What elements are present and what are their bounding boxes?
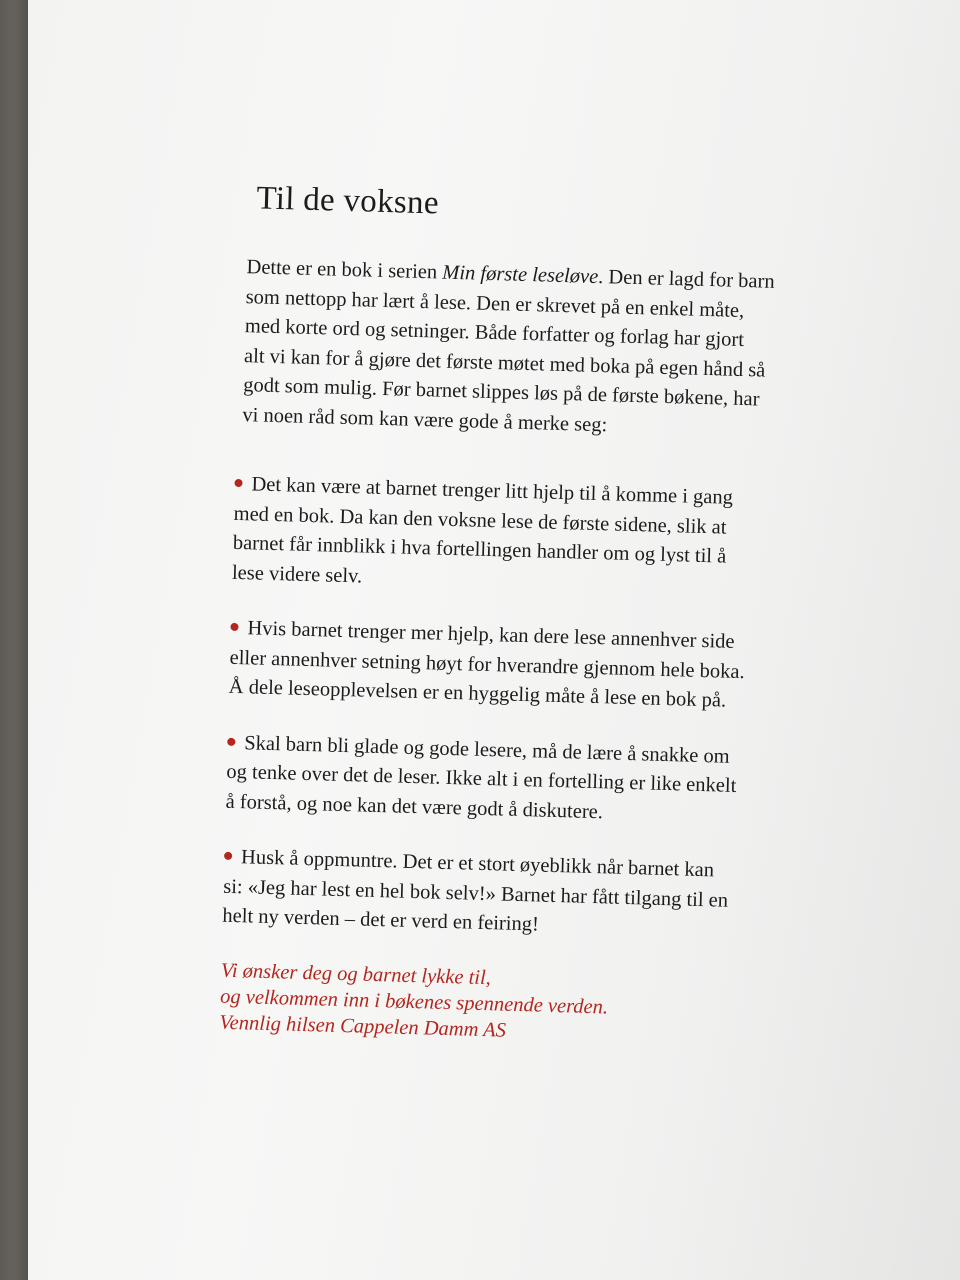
intro-paragraph xyxy=(242,253,841,447)
advice-list xyxy=(222,470,835,948)
advice-text: Hvis barnet trenger mer hjelp, kan dere lese annenhver side eller annenhver setning høyt for hverandre gjennom hele boka. Å dele leseopplevelsen er en hyggelig måte å lese en bok på. xyxy=(228,617,745,712)
advice-text: Husk å oppmuntre. Det er et stort øyeblikk når barnet kan si: «Jeg har lest en hel bok selv!» Barnet har fått tilgang til en helt ny verden – det er verd en feiring! xyxy=(222,846,729,936)
advice-item xyxy=(228,614,830,719)
book-page xyxy=(28,0,960,1280)
signature-line: Vennlig hilsen Cappelen Damm AS xyxy=(219,1011,507,1042)
advice-text: Det kan være at barnet trenger litt hjelp til å komme i gang med en bok. Da kan den voksne lese de første sidene, slik at barnet får innblikk i hva fortellingen handler om og lyst til å lese videre selv. xyxy=(231,473,734,587)
bullet-icon xyxy=(230,623,238,631)
page-content xyxy=(219,180,843,1052)
advice-item xyxy=(232,470,835,605)
bullet-icon xyxy=(224,852,232,860)
page-title: Til de voksne xyxy=(255,180,440,222)
advice-item xyxy=(225,728,827,833)
closing-line: og velkommen inn i bøkenes spennende verden. xyxy=(219,985,609,1019)
closing-greeting xyxy=(219,957,821,1052)
intro-prefix: Dette er en bok i serien xyxy=(246,256,443,284)
bullet-icon xyxy=(227,737,235,745)
advice-text: Skal barn bli glade og gode lesere, må de lære å snakke om og tenke over det de leser. Ikke alt i en fortelling er like enkelt å forstå, og noe kan det være godt å diskutere. xyxy=(225,731,737,823)
bullet-icon xyxy=(234,479,242,487)
closing-line: Vi ønsker deg og barnet lykke til, xyxy=(220,959,492,989)
intro-suffix: . Den er lagd for barn som nettopp har lært å lese. Den er skrevet på en enkel måte, med korte ord og setninger. Både forfatter og forlag har gjort alt vi kan for å gjøre det første møtet med boka på egen hånd så godt som mulig. Før barnet slippes løs på de første bøkene, har vi noen råd som kan være gode å merke seg: xyxy=(242,265,775,436)
advice-item xyxy=(222,843,824,948)
series-title: Min første leseløve xyxy=(441,261,599,288)
